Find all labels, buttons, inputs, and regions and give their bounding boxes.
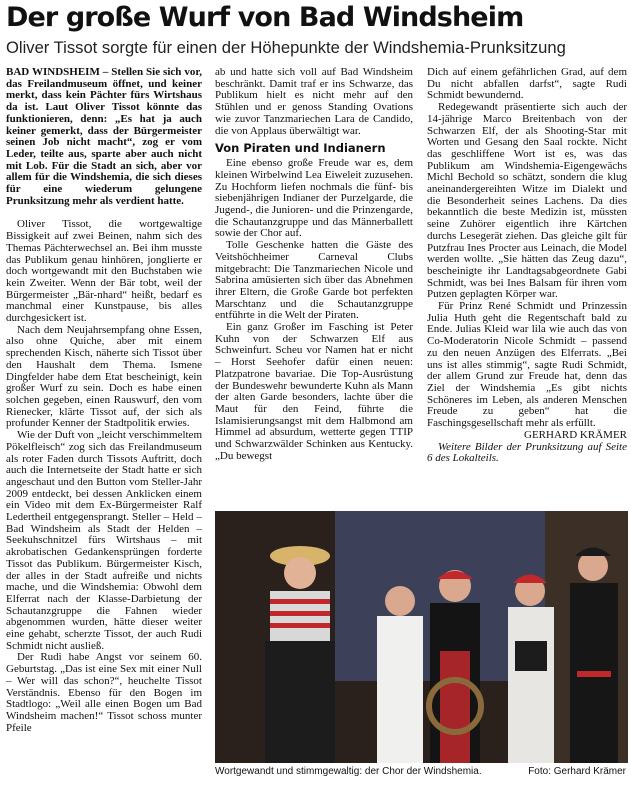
- choir-photo-illustration: [215, 511, 628, 763]
- photo-caption-bar: [215, 765, 628, 779]
- footnote: Weitere Bilder der Prunksitzung auf Seite 6 des Lokalteils.: [427, 440, 627, 465]
- author-byline: GERHARD KRÄMER: [524, 428, 627, 441]
- body-paragraph: ab und hatte sich voll auf Bad Windsheim beschränkt. Damit traf er ins Schwarze, das Publikum hielt es nicht mehr auf den Stühlen und er genoss Standing Ovations wie zuvor Tanzmariechen Lara de Candido, die von Applaus überwältigt war.: [215, 67, 413, 137]
- article-column-2: [215, 67, 413, 497]
- lead-paragraph: BAD WINDSHEIM – Stellen Sie sich vor, das Freilandmuseum öffnet, und keiner merkt, dass kein Pächter fürs Wirtshaus da ist. Laut Oliver Tissot könnte das funktionieren, denn: „Es hat ja auch keiner gemerkt, dass der Bürgermeister seinen Job nicht macht“, zog er vom Leder, teilte aus, sparte aber auch nicht mit Lob. Für die Stadt an sich, aber vor allem für die Windshemia, die sich dieses für eine wiederum gelungene Prunksitzung mehr als verdient hatte.: [6, 67, 202, 207]
- subheadline: Oliver Tissot sorgte für einen der Höhepunkte der Windshemia-Prunksitzung: [6, 38, 566, 57]
- body-paragraph: Für Prinz René Schmidt und Prinzessin Julia Huth geht die Regentschaft bald zu Ende. Julias Kleid war lila wie auch das von Co-Moderatorin Nicole Schmidt – passend zu den neuen Anzügen des Elferrats. „Bei uns ist alles stimmig“, sagte Rudi Schmidt, der allem Grund zur Freude hat, denn das Ziel der Windshemia „Es gibt nichts Schöneres im Leben, als anderen Menschen Freude zu geben“ hat die Faschingsgesellschaft mehr als erfüllt.: [427, 300, 627, 430]
- photo-caption: Wortgewandt und stimmgewaltig: der Chor der Windshemia.: [215, 766, 482, 777]
- article-column-1: [6, 67, 202, 785]
- crosshead: Von Piraten und Indianern: [215, 141, 386, 156]
- body-paragraph: Tolle Geschenke hatten die Gäste des Veitshöchheimer Carneval Clubs mitgebracht: Die Tanzmariechen Nicole und Sabrina amüsierten sich über das Abnehmen ihrer Eltern, die Große Garde bot perfekten Marschtanz und die Schautanzgruppe entführte in die Welt der Piraten.: [215, 239, 413, 322]
- body-paragraph: Ein ganz Großer im Fasching ist Peter Kuhn von der Schwarzen Elf aus Schweinfurt. Scheu vor Namen hat er nicht – Horst Seehofer dafür einen neuen: Platzpatrone bavariae. Die Top-Ausrüstung der Bundeswehr bewunderte Kuhn als Mann der alten Garde besonders, lachte über die Maut für den Feind, führte die Islamisierungsangst mit dem Halbmond am Himmel ad absurdum, wetterte gegen TTIP und Schwarzwälder Schinken aus Kentucky. „Du bewegst: [215, 321, 413, 462]
- body-paragraph: Eine ebenso große Freude war es, dem kleinen Wirbelwind Lea Eiweleit zuzusehen. Zu Hochform liefen nochmals die fünf- bis siebenjährigen Indianer der Purzelgarde, die Jugend-, die Junioren- und die Prinzengarde, die Schautanzgruppe und das Männerballett sowie der Chor auf.: [215, 157, 413, 240]
- body-paragraph: Redegewandt präsentierte sich auch der 14-jährige Marco Breitenbach von der Schwarzen Elf, der als Shooting-Star mit Worten und Gesang den Saal rockte. Nicht das geschliffene Wort ist es, was das Publikum am Windshemia-Eigengewächs Michl Bechold so schätzt, sondern die klug aneinandergereihten Witze im Dialekt und die Besonderheit seines Lachens. Da dies bekanntlich die beste Medizin ist, müssten seine Zuhörer eigentlich ihre Kärtchen durchs Lesegerät ziehen. Das gleiche gilt für Putzfrau Ines Procter aus Leinach, die Model werden wollte. „Sie hätten das Zeug dazu“, bescheinigte ihr Landtagsabgeordnete Gabi Schmidt, was bei Ines Balsam für ihren vom Putzen geplagten Körper war.: [427, 101, 627, 301]
- photo-credit: Foto: Gerhard Krämer: [528, 766, 626, 777]
- body-paragraph: Nach dem Neujahrsempfang ohne Essen, also ohne Quiche, aber mit einem sprechenden Kisch, näherte sich Tissot über den Haushalt dem Thema. Ismene Dingfelder habe dem Etat bescheinigt, kein großer Wurf zu sein. Doch es habe einen solchen gegeben, einen Rauswurf, den vom Rienecker, klärte Tissot auf, der sich als profunder Kenner der Stadtpolitik erwies.: [6, 323, 202, 430]
- headline: Der große Wurf von Bad Windsheim: [6, 2, 524, 33]
- article-column-3: [427, 67, 627, 497]
- article-photo: [215, 511, 628, 763]
- body-paragraph: Dich auf einem gefährlichen Grad, auf dem Du nicht abfallen darfst“, sagte Rudi Schmidt bewundernd.: [427, 67, 627, 102]
- body-paragraph: Der Rudi habe Angst vor seinem 60. Geburtstag. „Das ist eine Sex mit einer Null – Wer will das schon?“, heuchelte Tissot Verständnis. Ebenso für den Bogen im Stadtlogo: „Weil alle einen Bogen um Bad Windsheim machen!“ Tissot schoss munter Pfeile: [6, 651, 202, 734]
- body-paragraph: Wie der Duft von „leicht verschimmeltem Pökelfleisch“ zog sich das Freilandmuseum als roter Faden durch Tissots Auftritt, doch auch die Internetseite der Stadt hatte er sich angeschaut und den Button vom Steller-Jahr 2009 entdeckt, bei dessen Anklicken einem ein Video mit dem Ex-Bürgermeister Ralf Ledertheil entgegensprangt. Steller – Held – Bad Windsheim als Stadt der Helden – Seekuhschnitzel fürs Wirtshaus – mit akrobatischen Gedankensprüngen forderte Tissot das Publikum. Bürgermeister Kisch, der alles in der Stadt aufreiße und nichts mache, und die Windshemia: Obwohl dem Elferrat nach der Klasse-Darbietung der Schautanzgruppe die Fahnen wieder abgenommen wurden, hätte dieser weiter eine gehabt, scherzte Tissot, der auch Rudi Schmidt nicht ausließ.: [6, 429, 202, 652]
- body-paragraph: Oliver Tissot, die wortgewaltige Bissigkeit auf zwei Beinen, nahm sich des Themas Pächterwechsel an. Bei ihm musste das Publikum genau hinhören, jonglierte er doch wortgewandt mit den Buchstaben wie kein Zweiter. Wenn der Bär tobt, weil der Bürgermeister „Bär-nhard“ heißt, bedarf es manchmal einer Kunstpause, bis alles durchgesickert ist.: [6, 218, 202, 325]
